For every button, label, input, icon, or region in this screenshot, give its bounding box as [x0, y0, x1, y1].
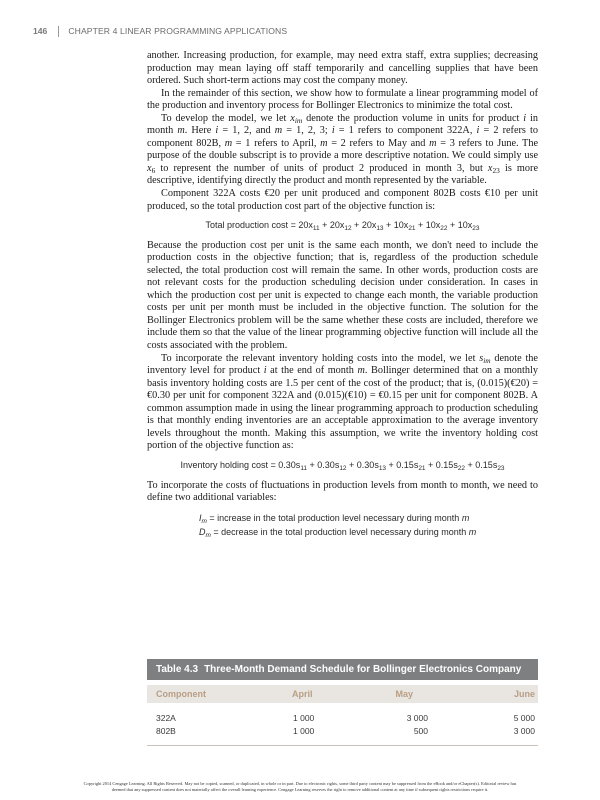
paragraph-2: In the remainder of this section, we show how to formulate a linear programming model of the production and inventory process for Bollinger Electronics to minimize the total cost. — [147, 87, 538, 112]
cell-component: 802B — [156, 726, 176, 736]
body-text — [147, 50, 538, 539]
table-title-bar — [147, 659, 538, 680]
column-header-june: June — [513, 689, 535, 699]
cell-may: 500 — [413, 726, 428, 736]
column-header-component: Component — [156, 689, 206, 699]
column-header-may: May — [395, 689, 413, 699]
table-body — [147, 703, 538, 738]
table-title: Three-Month Demand Schedule for Bollinger Electronics Company — [204, 664, 522, 675]
demand-schedule-table — [147, 659, 538, 746]
paragraph-4: Component 322A costs €20 per unit produced and component 802B costs €10 per unit produced, so the total production cost part of the objective function is: — [147, 188, 538, 212]
cell-june: 5 000 — [513, 713, 535, 723]
cell-june: 3 000 — [513, 726, 535, 736]
production-cost-equation: Total production $\cos t = 20x_{11} + 20x_{12} + 20x_{13} + 10x_{21} + 10x_{22} + 10x_{23}$ — [205, 220, 480, 233]
cell-april: 1 000 — [293, 713, 315, 723]
chapter-title: CHAPTER 4 LINEAR PROGRAMMING APPLICATIONS — [68, 26, 288, 36]
column-header-april: April — [292, 689, 313, 699]
table-row — [147, 725, 538, 738]
cell-april: 1 000 — [293, 726, 315, 736]
paragraph-6: To incorporate the relevant inventory holding costs into the model, we let $s_{im}$ denote the inventory level for product i at the end of month m. Bollinger determined that on a monthly basis inventory holding costs are 1.5 per cent of the cost of the product; that is, (0.015)(€20) = €0.30 per unit for component 322A and (0.015)(€10) = €0.15 per unit for component 802B. A common assumption made in using the linear programming approach to production scheduling is that monthly ending inventories are an acceptable approximation to the average inventory levels throughout the month. Making this assumption, we write the inventory holding cost portion of the objective function as: — [147, 352, 539, 452]
inventory-cost-equation: Inventory holding $\cos t = 0.30s_{11} + 0.30s_{12} + 0.30s_{13} + 0.15s_{21} + 0.15s_{22} + 0.15s_{23}$ — [180, 459, 505, 472]
running-header — [33, 24, 287, 38]
paragraph-1: another. Increasing production, for example, may need extra staff, extra supplies; decreasing production may mean laying off staff temporarily and cancelling supplies that have been ordered. Such short-term actions may cost the company money. — [147, 50, 538, 87]
copyright-line-2: deemed that any suppressed content does not materially affect the overall learning experience. Cengage Learning reserves the right to remove additional content at any time if subsequent rights restrictions require it. — [111, 787, 489, 792]
table-number: Table 4.3 — [156, 664, 199, 675]
page-number: 146 — [33, 26, 48, 36]
paragraph-7: To incorporate the costs of fluctuations in production levels from month to month, we need to define two additional variables: — [147, 479, 538, 504]
variable-decrease: $D_m$ = decrease in the total production level necessary during month m — [199, 526, 477, 539]
header-divider — [58, 26, 59, 37]
copyright-line-1: Copyright 2014 Cengage Learning. All Rights Reserved. May not be copied, scanned, or duplicated, in whole or in part. Due to electronic rights, some third party content may be suppressed from the eBook and/or eChapter(s). Editorial review has — [83, 781, 517, 786]
cell-component: 322A — [156, 713, 176, 723]
variable-definitions — [147, 511, 538, 539]
table-bottom-rule — [147, 745, 538, 746]
variable-increase: $I_m$ = increase in the total production level necessary during month m — [199, 512, 470, 525]
table-header-row — [147, 685, 538, 703]
cell-may: 3 000 — [406, 713, 428, 723]
table-row — [147, 712, 538, 725]
paragraph-5: Because the production cost per unit is the same each month, we don't need to include the production costs in the objective function; that is, regardless of the production schedule selected, the total production cost will remain the same. In other words, production costs are not relevant costs for the production scheduling decision under consideration. In cases in which the production cost per unit is expected to change each month, the variable production costs per unit per month must be included in the objective function. The solution for the Bollinger Electronics problem will be the same whether these costs are included, therefore we include them so that the value of the linear programming objective function will include all the costs associated with the problem. — [147, 239, 538, 352]
copyright-footer — [38, 781, 562, 793]
paragraph-3: To develop the model, we let $x_{im}$ denote the production volume in units for product i in month m. Here i = 1, 2, and m = 1, 2, 3; i = 1 refers to component 322A, i = 2 refers to component 802B, m = 1 refers to April, m = 2 refers to May and m = 3 refers to June. The purpose of the double subscript is to provide a more descriptive notation. We could simply use $x_6$ to represent the number of units of product 2 produced in month 3, but $x_{23}$ is more descriptive, identifying directly the product and month represented by the variable. — [147, 112, 538, 187]
